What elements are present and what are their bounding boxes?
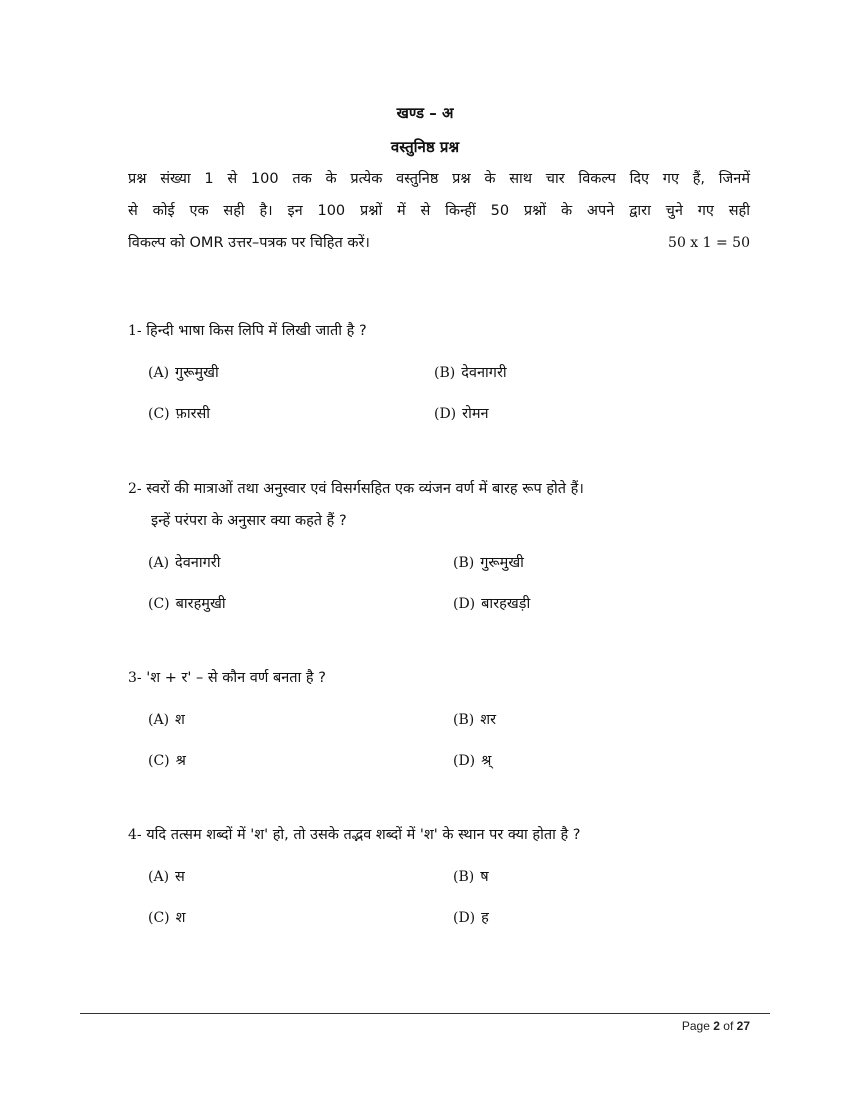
section-title: खण्ड – अ <box>396 104 454 122</box>
option-text: गुरूमुखी <box>480 555 524 571</box>
option-text: ष <box>480 869 489 885</box>
q3-option-d[interactable] <box>453 750 491 770</box>
instruction-line-3-row <box>128 234 750 266</box>
option-text: श्र <box>175 753 186 769</box>
page-number <box>682 1019 750 1033</box>
option-label: (C) <box>148 406 170 422</box>
option-label: (A) <box>148 869 170 885</box>
question-number: 4- <box>128 827 142 843</box>
question-3 <box>128 667 326 687</box>
option-text: श <box>175 712 185 728</box>
option-text: शर <box>480 712 497 728</box>
question-number: 3- <box>128 670 142 686</box>
question-text: 'श + र' – से कौन वर्ण बनता है ? <box>146 670 326 686</box>
option-label: (D) <box>453 596 476 612</box>
current-page: 2 <box>713 1019 720 1033</box>
option-label: (D) <box>453 753 476 769</box>
question-number: 1- <box>128 323 142 339</box>
option-label: (B) <box>453 869 475 885</box>
q1-option-a[interactable] <box>148 362 219 382</box>
option-text: फ़ारसी <box>175 406 211 422</box>
option-text: स <box>175 869 185 885</box>
q4-option-c[interactable] <box>148 907 186 927</box>
option-label: (A) <box>148 365 170 381</box>
option-text: गुरूमुखी <box>175 365 219 381</box>
question-4 <box>128 824 581 844</box>
q3-option-a[interactable] <box>148 709 185 729</box>
q4-option-b[interactable] <box>453 866 489 886</box>
option-text: रोमन <box>462 406 489 422</box>
option-label: (D) <box>453 910 476 926</box>
option-label: (C) <box>148 753 170 769</box>
section-subtitle: वस्तुनिष्ठ प्रश्न <box>390 138 460 156</box>
q1-option-c[interactable] <box>148 403 210 423</box>
question-2 <box>128 478 584 498</box>
instructions <box>128 170 750 266</box>
question-2-continued: इन्हें परंपरा के अनुसार क्या कहते हैं ? <box>151 513 347 529</box>
total-pages: 27 <box>736 1019 750 1033</box>
of-word: of <box>723 1019 734 1033</box>
option-label: (A) <box>148 712 170 728</box>
q1-option-d[interactable] <box>434 403 489 423</box>
option-label: (B) <box>453 712 475 728</box>
option-label: (B) <box>453 555 475 571</box>
option-text: देवनागरी <box>461 365 507 381</box>
question-text: स्वरों की मात्राओं तथा अनुस्वार एवं विसर्गसहित एक व्यंजन वर्ण में बारह रूप होते हैं। <box>146 481 584 497</box>
option-label: (B) <box>434 365 456 381</box>
option-label: (A) <box>148 555 170 571</box>
instruction-line-2: से कोई एक सही है। इन 100 प्रश्नों में से किन्हीं 50 प्रश्नों के अपने द्वारा चुने गए सही <box>128 203 750 219</box>
q4-option-d[interactable] <box>453 907 489 927</box>
option-label: (D) <box>434 406 457 422</box>
q2-option-d[interactable] <box>453 593 530 613</box>
marks-formula: 50 x 1 = 50 <box>668 235 750 251</box>
option-text: श <box>175 910 186 926</box>
instruction-line-1: प्रश्न संख्या 1 से 100 तक के प्रत्येक वस्तुनिष्ठ प्रश्न के साथ चार विकल्प दिए गए हैं, जिनमें <box>128 171 750 187</box>
footer-divider <box>80 1013 770 1014</box>
option-text: देवनागरी <box>175 555 221 571</box>
option-label: (C) <box>148 596 170 612</box>
question-text: हिन्दी भाषा किस लिपि में लिखी जाती है ? <box>146 323 367 339</box>
option-text: बारहमुखी <box>175 596 226 612</box>
q3-option-c[interactable] <box>148 750 186 770</box>
option-text: बारहखड़ी <box>481 596 531 612</box>
q2-option-a[interactable] <box>148 552 220 572</box>
option-text: श्र् <box>481 753 492 769</box>
page-word: Page <box>681 1019 710 1033</box>
question-number: 2- <box>128 481 142 497</box>
q2-option-c[interactable] <box>148 593 226 613</box>
question-1 <box>128 320 367 340</box>
q2-option-b[interactable] <box>453 552 524 572</box>
q1-option-b[interactable] <box>434 362 507 382</box>
option-text: ह <box>481 910 489 926</box>
q4-option-a[interactable] <box>148 866 185 886</box>
q3-option-b[interactable] <box>453 709 496 729</box>
question-text: यदि तत्सम शब्दों में 'श' हो, तो उसके तद्भव शब्दों में 'श' के स्थान पर क्या होता है ? <box>146 827 581 843</box>
option-label: (C) <box>148 910 170 926</box>
instruction-line-3: विकल्प को OMR उत्तर–पत्रक पर चिहित करें। <box>128 235 370 251</box>
